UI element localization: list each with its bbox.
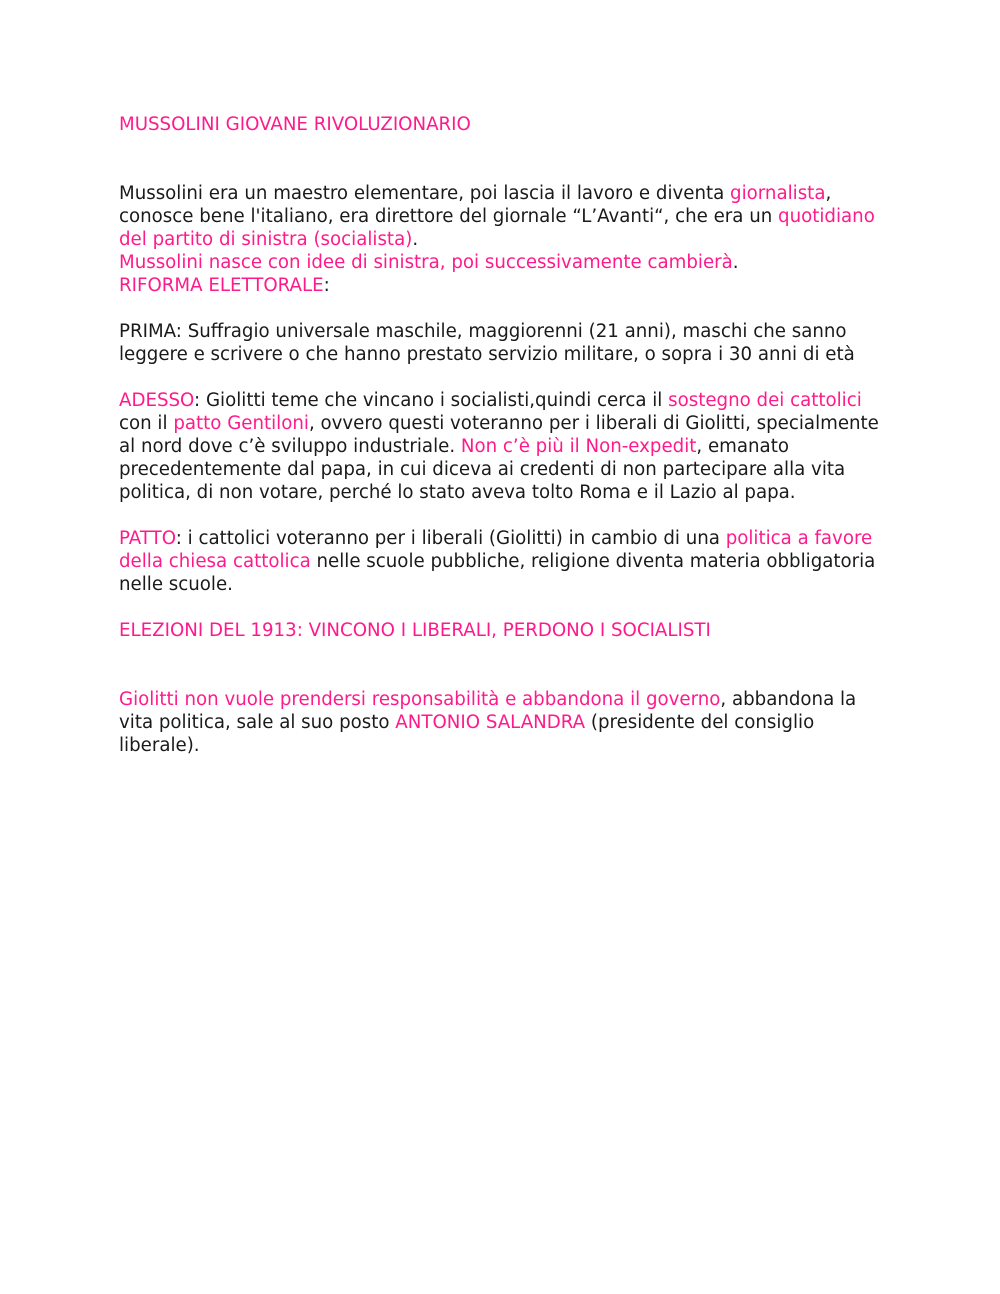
patto-text-1: : i cattolici voteranno per i liberali (Giolitti) in cambio di una [175,528,726,549]
mussolini-ideas-period: . [732,252,739,273]
document-page [119,113,889,757]
adesso-text-2: con il [119,413,174,434]
intro-highlight-giornalista: giornalista [730,183,826,204]
riforma-colon: : [323,275,330,296]
adesso-text-3: , ovvero questi voteranno per i liberali di Giolitti, specialmente al nord dove c’è sviluppo industriale. [119,413,879,457]
patto-label: PATTO [119,528,176,549]
mussolini-ideas-highlight: Mussolini nasce con idee di sinistra, poi successivamente cambierà [119,252,733,273]
giolitti-text-1: , abbandona la vita politica, sale al suo posto [119,689,857,733]
adesso-highlight-non-expedit: Non c’è più il Non-expedit [460,436,697,457]
prima-paragraph: PRIMA: Suffragio universale maschile, maggiorenni (21 anni), maschi che sanno leggere e scrivere o che hanno prestato servizio militare, o sopra i 30 anni di età [119,321,855,365]
giolitti-text-2: (presidente del consiglio liberale). [119,712,815,756]
adesso-label: ADESSO [119,390,195,411]
riforma-heading: RIFORMA ELETTORALE [119,275,324,296]
patto-highlight-politica: politica a favore della chiesa cattolica [119,528,873,572]
patto-paragraph [119,527,889,596]
adesso-highlight-sostegno: sostegno dei cattolici [668,390,862,411]
intro-highlight-quotidiano: quotidiano del partito di sinistra (socialista) [119,206,875,250]
giolitti-highlight-salandra: ANTONIO SALANDRA [395,712,586,733]
riforma-heading-line [119,274,889,297]
adesso-paragraph [119,389,889,504]
giolitti-highlight: Giolitti non vuole prendersi responsabilità e abbandona il governo [119,689,721,710]
elezioni-heading: ELEZIONI DEL 1913: VINCONO I LIBERALI, PERDONO I SOCIALISTI [119,620,711,641]
giolitti-paragraph [119,688,889,757]
mussolini-ideas-line [119,251,889,274]
adesso-text-1: : Giolitti teme che vincano i socialisti,quindi cerca il [194,390,669,411]
intro-text-1: Mussolini era un maestro elementare, poi lascia il lavoro e diventa [119,183,731,204]
adesso-highlight-patto-gentiloni: patto Gentiloni [173,413,309,434]
adesso-text-4: , emanato precedentemente dal papa, in cui diceva ai credenti di non partecipare alla vita politica, di non votare, perché lo stato aveva tolto Roma e il Lazio al papa. [119,436,846,503]
intro-text-3: . [412,229,419,250]
intro-paragraph [119,182,889,251]
intro-text-2: , conosce bene l'italiano, era direttore del giornale “L’Avanti“, che era un [119,183,832,227]
document-title: MUSSOLINI GIOVANE RIVOLUZIONARIO [119,114,471,135]
patto-text-2: nelle scuole pubbliche, religione diventa materia obbligatoria nelle scuole. [119,551,876,595]
